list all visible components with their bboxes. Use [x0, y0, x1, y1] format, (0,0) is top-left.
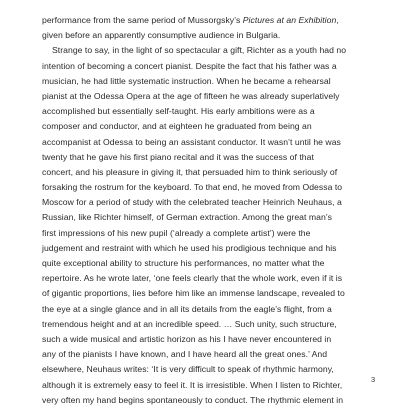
text-line: quite exceptional ability to structure his performances, no matter what the [42, 258, 325, 268]
text-line: elsewhere, Neuhaus writes: ‘It is very difficult to speak of rhythmic harmony, [42, 364, 334, 375]
text-line-segment: , [336, 15, 339, 25]
text-line: Moscow for a period of study with the celebrated teacher Heinrich Neuhaus, a [42, 197, 342, 208]
text-line: intention of becoming a concert pianist. Despite the fact that his father was a [42, 60, 337, 71]
paragraph-start-line: Strange to say, in the light of so spectacular a gift, Richter as a youth had no [52, 45, 347, 56]
text-line: any of the pianists I have known, and I have heard all the great ones.’ And [42, 349, 328, 360]
text-line: judgement and restraint with which he used his prodigious technique and his [42, 242, 337, 253]
italic-title: Pictures at an Exhibition [242, 15, 337, 25]
text-line: first impressions of his new pupil (‘already a complete artist’) were the [42, 227, 311, 238]
text-line: very often my hand begins spontaneously to conduct. The rhythmic element in [42, 394, 344, 405]
text-line: pianist at the Odessa Opera at the age of fifteen he was already superlatively [42, 90, 340, 101]
text-line: twenty that he gave his first piano recital and it was the success of that [42, 151, 314, 162]
text-line: the eye at a single glance and in all its details from the eagle’s flight, from a [42, 303, 332, 314]
text-line: repertoire. As he wrote later, ‘one feels clearly that the whole work, even if it is [42, 273, 343, 284]
page-number: 3 [371, 375, 376, 384]
text-line: musician, he had little systematic instruction. When he became a rehearsal [42, 75, 331, 86]
text-line: accomplished but essentially self-taught. His early ambitions were as a [42, 106, 315, 117]
text-line: given before an apparently consumptive audience in Bulgaria. [42, 30, 281, 41]
text-line: although it is extremely easy to feel it. It is irresistible. When I listen to Richter, [42, 379, 343, 390]
text-line-segment: performance from the same period of Mussorgsky’s [42, 15, 243, 25]
text-line: composer and conductor, and at eighteen he graduated from being an [42, 121, 312, 132]
text-line: Russian, like Richter himself, of German extraction. Among the great man’s [42, 212, 332, 223]
text-line: forsaking the rostrum for the keyboard. To that end, he moved from Odessa to [42, 182, 343, 193]
text-line: tremendous height and at an incredible speed. … Such unity, such structure, [42, 318, 337, 329]
text-line: concert, and his pleasure in giving it, that persuaded him to think seriously of [42, 166, 338, 177]
text-line: accompanist at Odessa to being an assistant conductor. It wasn’t until he was [42, 136, 341, 147]
text-line: such a wide musical and artistic horizon as his I have never encountered in [42, 333, 332, 344]
body-text [42, 13, 380, 408]
text-line [42, 13, 380, 28]
text-line: of gigantic proportions, lies before him like an immense landscape, revealed to [42, 288, 345, 299]
